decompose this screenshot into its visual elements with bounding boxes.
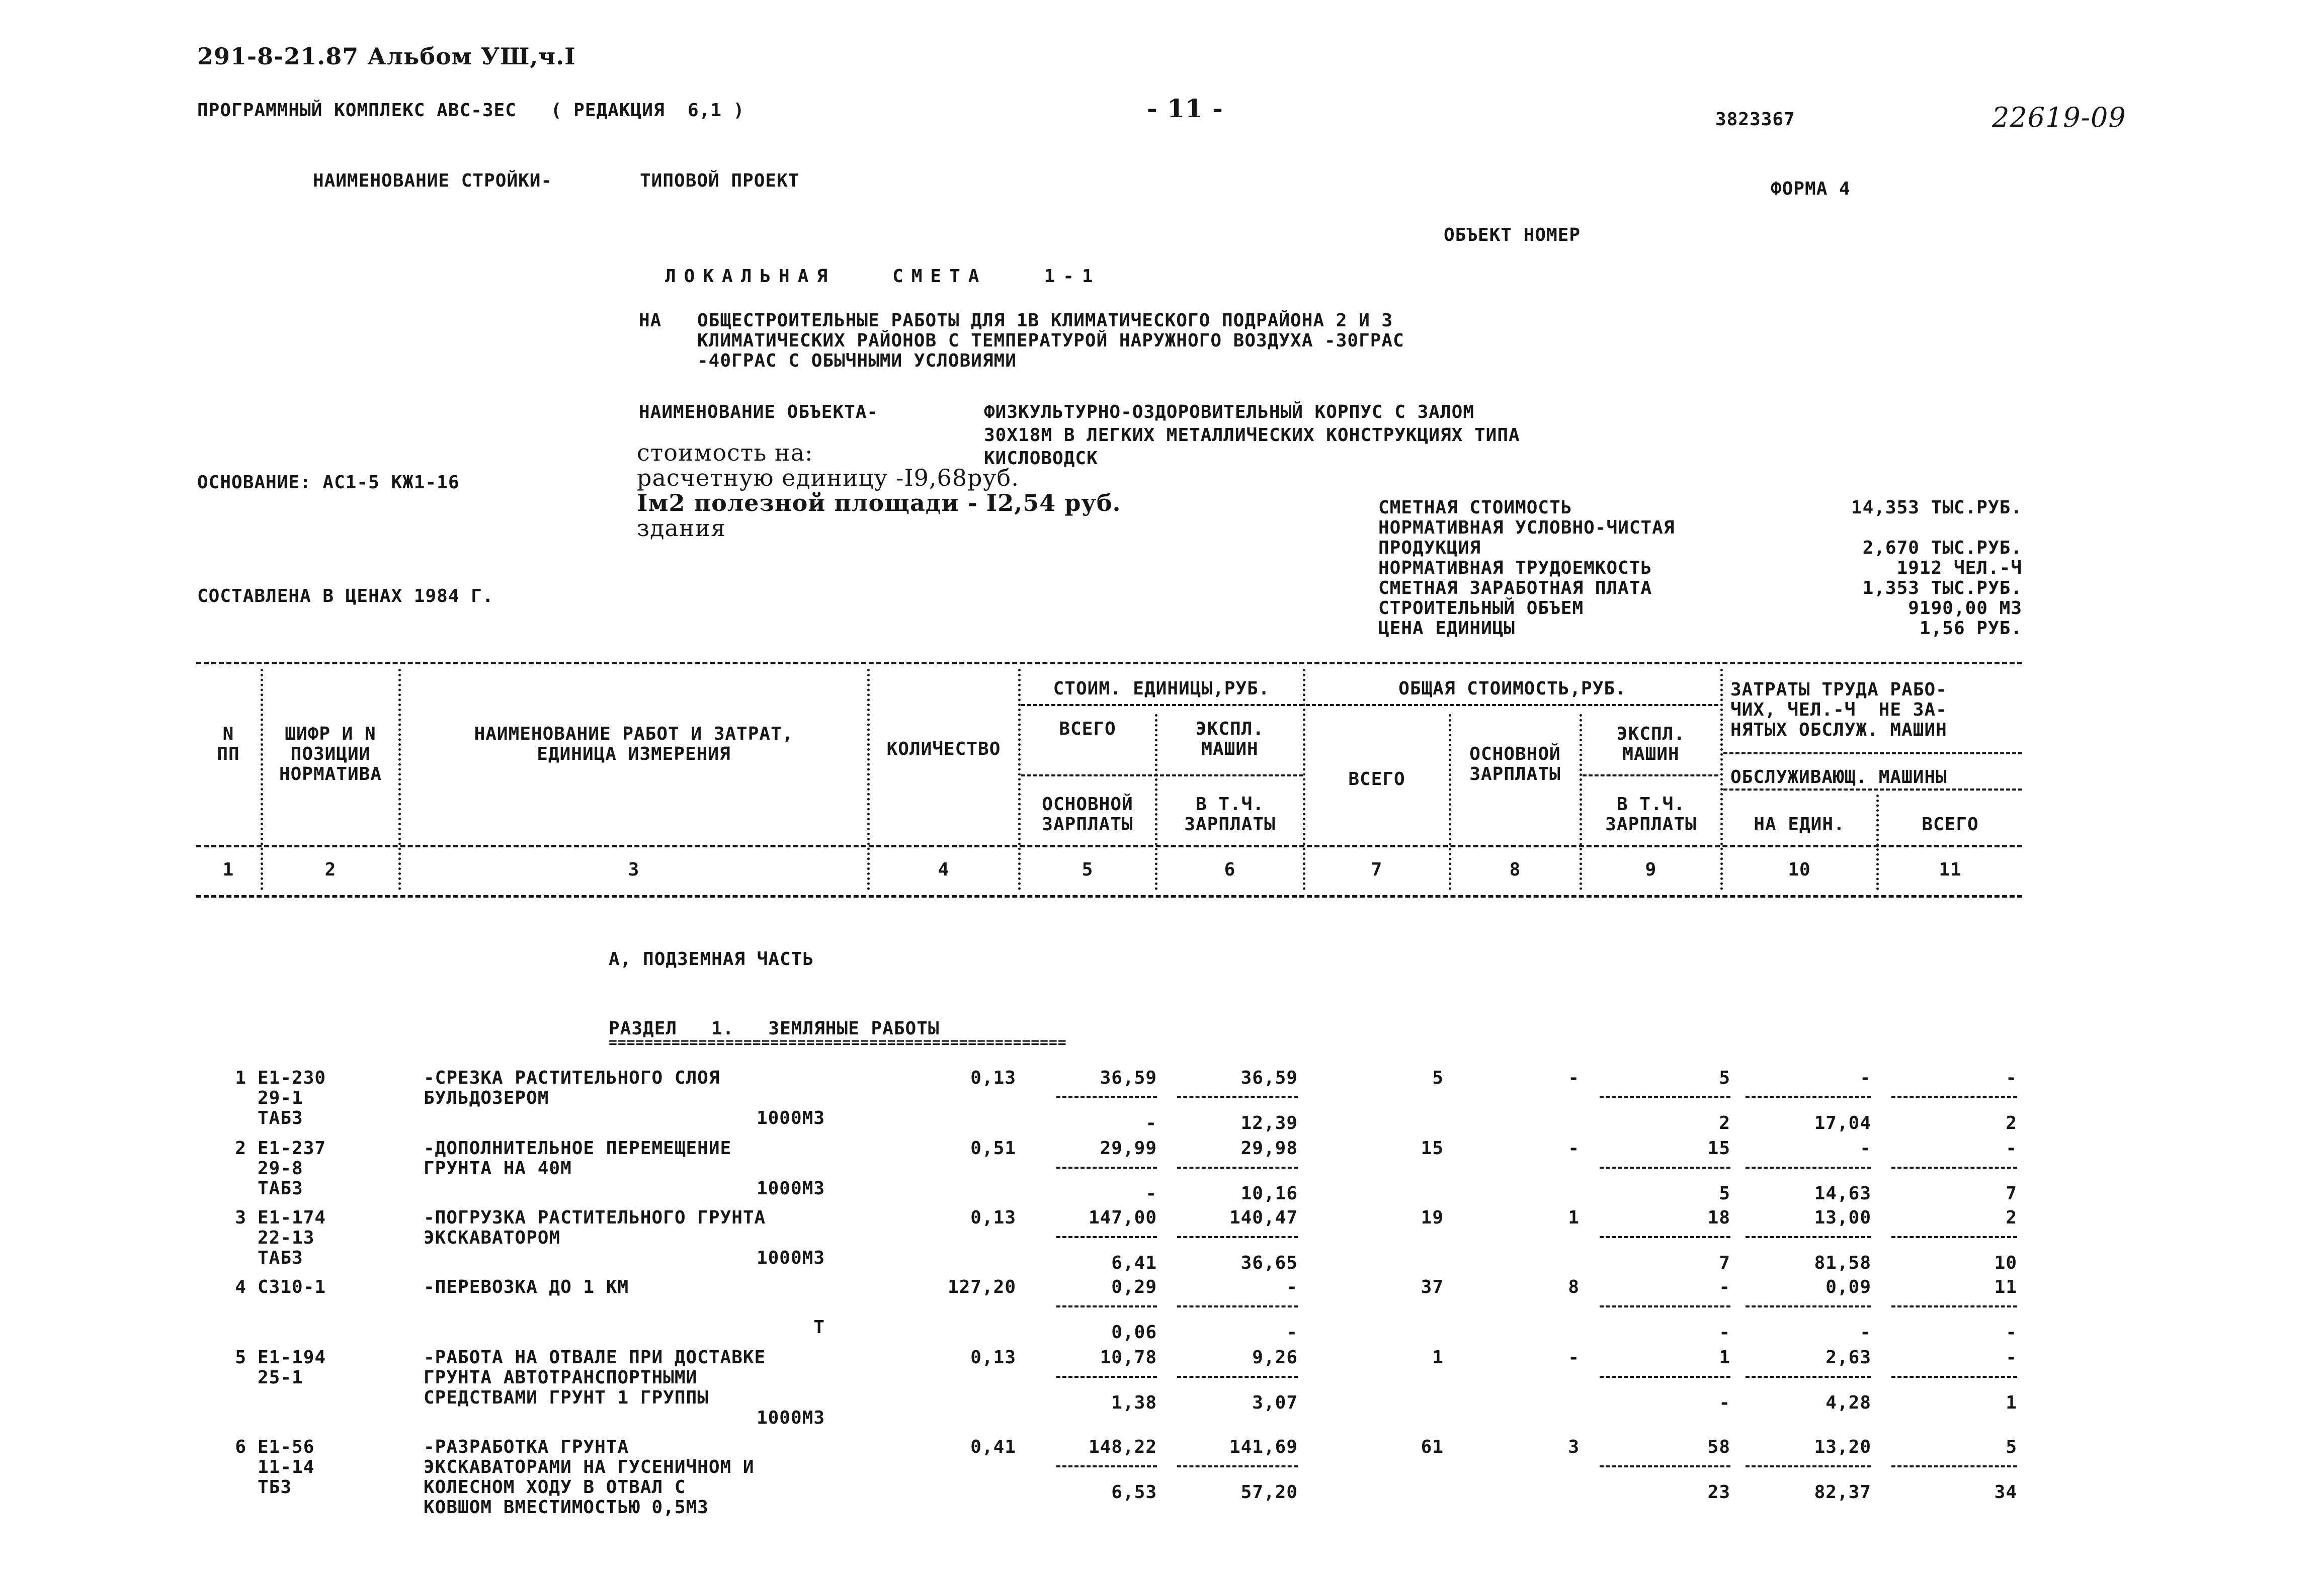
col-name-header: НАИМЕНОВАНИЕ РАБОТ И ЗАТРАТ, xyxy=(474,724,794,744)
labor-sub-header: ОБСЛУЖИВАЮЩ. МАШИНЫ xyxy=(1730,767,1947,788)
row-quantity: 0,13 xyxy=(970,1207,1016,1228)
row-quantity: 0,13 xyxy=(970,1347,1016,1368)
column-separator xyxy=(398,669,401,890)
object-number-label: ОБЪЕКТ НОМЕР xyxy=(1444,225,1581,245)
row-total-machine: 15 xyxy=(1707,1138,1730,1159)
total-incl-header: В Т.Ч. xyxy=(1616,794,1686,815)
row-labor-unit: - xyxy=(1860,1138,1871,1159)
row-total-machine: - xyxy=(1719,1277,1730,1297)
row-total-machine: 58 xyxy=(1707,1437,1730,1457)
row-unit-wage: 0,06 xyxy=(1111,1322,1157,1343)
row-total: 37 xyxy=(1421,1277,1444,1297)
row-name: -СРЕЗКА РАСТИТЕЛЬНОГО СЛОЯ xyxy=(424,1068,720,1088)
row-name: ЭКСКАВАТОРОМ xyxy=(424,1228,561,1248)
row-quantity: 127,20 xyxy=(947,1277,1016,1297)
cell-divider xyxy=(1600,1167,1730,1169)
description-line: ОБЩЕСТРОИТЕЛЬНЫЕ РАБОТЫ ДЛЯ 1В КЛИМАТИЧЕСКОГО ПОДРАЙОНА 2 И 3 xyxy=(697,310,1393,331)
row-name: -РАЗРАБОТКА ГРУНТА xyxy=(424,1437,629,1457)
row-name: -РАБОТА НА ОТВАЛЕ ПРИ ДОСТАВКЕ xyxy=(424,1347,766,1368)
row-total-incl-wage: 5 xyxy=(1719,1183,1730,1204)
row-unit-total: 0,29 xyxy=(1111,1277,1157,1297)
summary-value: 1,353 ТЫС.РУБ. xyxy=(1862,578,2022,598)
row-unit-wage: 6,53 xyxy=(1111,1482,1157,1503)
row-name: -ПЕРЕВОЗКА ДО 1 КМ xyxy=(424,1277,629,1297)
cell-divider xyxy=(1056,1465,1157,1467)
summary-value: 14,353 ТЫС.РУБ. xyxy=(1851,497,2022,518)
row-labor-unit: 4,28 xyxy=(1825,1392,1871,1413)
build-name: ТИПОВОЙ ПРОЕКТ xyxy=(640,170,800,191)
row-labor-total: 10 xyxy=(1994,1253,2017,1273)
row-labor-unit: 2,63 xyxy=(1825,1347,1871,1368)
row-code: 25-1 xyxy=(258,1367,303,1388)
row-labor-unit: - xyxy=(1860,1322,1871,1343)
row-name: ГРУНТА НА 40М xyxy=(424,1158,572,1179)
cell-divider xyxy=(1891,1096,2017,1098)
prices-year: СОСТАВЛЕНА В ЦЕНАХ 1984 Г. xyxy=(197,586,494,606)
unit-cost-header: СТОИМ. ЕДИНИЦЫ,РУБ. xyxy=(1053,678,1270,699)
row-number: 1 xyxy=(235,1068,246,1088)
row-total-wage: 1 xyxy=(1568,1207,1580,1228)
object-label: НАИМЕНОВАНИЕ ОБЪЕКТА- xyxy=(639,402,879,422)
cell-divider xyxy=(1056,1096,1157,1098)
column-number: 11 xyxy=(1939,859,1962,880)
row-unit-total: 29,99 xyxy=(1100,1138,1157,1159)
cell-divider xyxy=(1891,1236,2017,1238)
column-number: 5 xyxy=(1082,859,1094,880)
row-code: С310-1 xyxy=(258,1277,326,1297)
handwritten-number: 22619-09 xyxy=(1992,102,2126,133)
row-total: 19 xyxy=(1421,1207,1444,1228)
row-code: 29-1 xyxy=(258,1088,303,1108)
row-code: Е1-194 xyxy=(258,1347,326,1368)
row-labor-total: - xyxy=(2006,1068,2017,1088)
row-unit-incl-wage: 57,20 xyxy=(1240,1482,1298,1503)
column-number: 8 xyxy=(1509,859,1521,880)
row-code: 11-14 xyxy=(258,1457,315,1477)
row-total-wage: 8 xyxy=(1568,1277,1580,1297)
row-quantity: 0,41 xyxy=(970,1437,1016,1457)
row-unit-wage: - xyxy=(1145,1183,1157,1204)
row-name: ЭКСКАВАТОРАМИ НА ГУСЕНИЧНОМ И xyxy=(424,1457,755,1477)
cell-divider xyxy=(1056,1376,1157,1378)
cell-divider xyxy=(1891,1465,2017,1467)
row-labor-unit: 13,20 xyxy=(1814,1437,1871,1457)
row-name: -ДОПОЛНИТЕЛЬНОЕ ПЕРЕМЕЩЕНИЕ xyxy=(424,1138,732,1159)
cost-note-line: здания xyxy=(637,514,726,542)
row-number: 5 xyxy=(235,1347,246,1368)
row-total: 1 xyxy=(1432,1347,1444,1368)
cell-divider xyxy=(1056,1236,1157,1238)
document-code: 3823367 xyxy=(1715,109,1795,130)
row-code: ТАБ3 xyxy=(258,1248,303,1268)
row-unit-total: 36,59 xyxy=(1100,1068,1157,1088)
row-number: 6 xyxy=(235,1437,246,1457)
column-number: 6 xyxy=(1224,859,1236,880)
row-code: Е1-230 xyxy=(258,1068,326,1088)
header-inner-rule xyxy=(1723,752,2022,754)
row-total-machine: 18 xyxy=(1707,1207,1730,1228)
row-total: 5 xyxy=(1432,1068,1444,1088)
labor-total-header: ВСЕГО xyxy=(1922,814,1979,835)
row-unit-total: 148,22 xyxy=(1088,1437,1157,1457)
unit-wage-header: ЗАРПЛАТЫ xyxy=(1042,814,1133,835)
labor-header: ЗАТРАТЫ ТРУДА РАБО- xyxy=(1730,679,1947,700)
total-incl-header: ЗАРПЛАТЫ xyxy=(1605,814,1697,835)
row-labor-unit: - xyxy=(1860,1068,1871,1088)
col-code-header: ПОЗИЦИИ xyxy=(290,744,371,764)
row-unit-machine: 141,69 xyxy=(1229,1437,1298,1457)
header-inner-rule xyxy=(1021,774,1303,776)
labor-header: НЯТЫХ ОБСЛУЖ. МАШИН xyxy=(1730,720,1947,740)
row-unit-wage: 6,41 xyxy=(1111,1253,1157,1273)
row-total-incl-wage: 7 xyxy=(1719,1253,1730,1273)
cell-divider xyxy=(1056,1305,1157,1307)
col-name-header: ЕДИНИЦА ИЗМЕРЕНИЯ xyxy=(537,744,731,764)
row-code: ТАБ3 xyxy=(258,1108,303,1128)
header-inner-rule xyxy=(1723,789,2022,791)
row-code: ТАБ3 xyxy=(258,1178,303,1199)
row-code: Е1-56 xyxy=(258,1437,315,1457)
column-separator xyxy=(867,669,870,890)
cell-divider xyxy=(1177,1376,1298,1378)
row-labor-total: - xyxy=(2006,1322,2017,1343)
summary-label: ПРОДУКЦИЯ xyxy=(1378,538,1481,558)
basis: ОСНОВАНИЕ: АС1-5 КЖ1-16 xyxy=(197,472,460,493)
row-labor-total: 2 xyxy=(2006,1113,2017,1133)
row-unit-total: 10,78 xyxy=(1100,1347,1157,1368)
row-unit-total: 147,00 xyxy=(1088,1207,1157,1228)
cell-divider xyxy=(1891,1167,2017,1169)
object-line: 30Х18М В ЛЕГКИХ МЕТАЛЛИЧЕСКИХ КОНСТРУКЦИЯХ ТИПА xyxy=(984,425,1520,446)
cell-divider xyxy=(1177,1465,1298,1467)
cost-note-line: Iм2 полезной площади - I2,54 руб. xyxy=(637,489,1121,516)
row-name: БУЛЬДОЗЕРОМ xyxy=(424,1088,549,1108)
cell-divider xyxy=(1600,1465,1730,1467)
row-total-machine: 5 xyxy=(1719,1068,1730,1088)
row-total-incl-wage: - xyxy=(1719,1322,1730,1343)
cell-divider xyxy=(1600,1096,1730,1098)
row-labor-total: 11 xyxy=(1994,1277,2017,1297)
unit-mach-header: МАШИН xyxy=(1201,739,1259,759)
cost-note-line: стоимость на: xyxy=(637,439,813,466)
column-number: 7 xyxy=(1371,859,1383,880)
summary-label: НОРМАТИВНАЯ ТРУДОЕМКОСТЬ xyxy=(1378,558,1652,578)
column-number: 10 xyxy=(1788,859,1811,880)
row-total-wage: 3 xyxy=(1568,1437,1580,1457)
row-total-incl-wage: - xyxy=(1719,1392,1730,1413)
cell-divider xyxy=(1600,1236,1730,1238)
row-unit: 1000М3 xyxy=(756,1108,825,1128)
total-wage-header: ОСНОВНОЙ xyxy=(1469,744,1561,764)
header-inner-rule xyxy=(1583,774,1718,776)
labor-header: ЧИХ, ЧЕЛ.-Ч НЕ ЗА- xyxy=(1730,699,1947,720)
row-total-incl-wage: 2 xyxy=(1719,1113,1730,1133)
unit-mach-header: ЭКСПЛ. xyxy=(1195,719,1265,739)
row-unit-wage: - xyxy=(1145,1113,1157,1133)
row-total: 15 xyxy=(1421,1138,1444,1159)
unit-incl-header: В Т.Ч. xyxy=(1195,794,1265,815)
col-code-header: ШИФР И N xyxy=(285,724,376,744)
page-number: - 11 - xyxy=(1147,94,1223,123)
cell-divider xyxy=(1177,1167,1298,1169)
summary-label: СМЕТНАЯ СТОИМОСТЬ xyxy=(1378,497,1572,518)
row-labor-total: 2 xyxy=(2006,1207,2017,1228)
row-labor-unit: 13,00 xyxy=(1814,1207,1871,1228)
row-unit: 1000М3 xyxy=(756,1178,825,1199)
col-code-header: НОРМАТИВА xyxy=(279,764,382,784)
form-label: ФОРМА 4 xyxy=(1771,179,1851,199)
cell-divider xyxy=(1056,1167,1157,1169)
row-unit-incl-wage: 12,39 xyxy=(1240,1113,1298,1133)
row-code: Е1-174 xyxy=(258,1207,326,1228)
unit-wage-header: ОСНОВНОЙ xyxy=(1042,794,1133,815)
row-labor-total: - xyxy=(2006,1138,2017,1159)
cell-divider xyxy=(1746,1376,1871,1378)
row-unit-machine: 140,47 xyxy=(1229,1207,1298,1228)
column-number: 9 xyxy=(1645,859,1657,880)
description-line: -40ГРАС С ОБЫЧНЫМИ УСЛОВИЯМИ xyxy=(697,351,1017,371)
summary-label: НОРМАТИВНАЯ УСЛОВНО-ЧИСТАЯ xyxy=(1378,517,1675,538)
row-total-wage: - xyxy=(1568,1068,1580,1088)
total-mach-header: МАШИН xyxy=(1622,744,1680,764)
col-number-header: ПП xyxy=(217,744,240,764)
cell-divider xyxy=(1746,1096,1871,1098)
cell-divider xyxy=(1177,1236,1298,1238)
column-separator xyxy=(1720,669,1723,890)
object-line: ФИЗКУЛЬТУРНО-ОЗДОРОВИТЕЛЬНЫЙ КОРПУС С ЗАЛОМ xyxy=(984,402,1474,422)
column-number: 2 xyxy=(324,859,337,880)
col-number-header: N xyxy=(222,724,234,744)
row-unit: 1000М3 xyxy=(756,1248,825,1268)
summary-label: СМЕТНАЯ ЗАРАБОТНАЯ ПЛАТА xyxy=(1378,578,1652,598)
total-cost-header: ОБЩАЯ СТОИМОСТЬ,РУБ. xyxy=(1398,678,1627,699)
column-number: 3 xyxy=(628,859,640,880)
row-code: 29-8 xyxy=(258,1158,303,1179)
row-code: ТБ3 xyxy=(258,1477,292,1498)
labor-unit-header: НА ЕДИН. xyxy=(1754,814,1845,835)
row-unit-machine: 29,98 xyxy=(1240,1138,1298,1159)
album-reference: 291-8-21.87 Альбом УШ,ч.I xyxy=(197,43,576,70)
build-name-label: НАИМЕНОВАНИЕ СТРОЙКИ- xyxy=(313,170,553,191)
header-inner-rule xyxy=(1306,704,1718,706)
header-inner-rule xyxy=(1021,704,1303,706)
description-prefix: НА xyxy=(639,310,662,331)
header-rule xyxy=(196,845,2022,847)
cell-divider xyxy=(1891,1305,2017,1307)
row-total-wage: - xyxy=(1568,1347,1580,1368)
row-name: КОЛЕСНОМ ХОДУ В ОТВАЛ С xyxy=(424,1477,686,1498)
cell-divider xyxy=(1600,1305,1730,1307)
row-number: 4 xyxy=(235,1277,246,1297)
summary-value: 1,56 РУБ. xyxy=(1919,618,2022,639)
cell-divider xyxy=(1600,1376,1730,1378)
row-labor-total: - xyxy=(2006,1347,2017,1368)
section-title: РАЗДЕЛ 1. ЗЕМЛЯНЫЕ РАБОТЫ xyxy=(609,1018,940,1039)
row-labor-unit: 17,04 xyxy=(1814,1113,1871,1133)
summary-value: 9190,00 М3 xyxy=(1908,598,2022,619)
row-unit-machine: 9,26 xyxy=(1252,1347,1298,1368)
object-line: КИСЛОВОДСК xyxy=(984,448,1098,469)
row-quantity: 0,51 xyxy=(970,1138,1016,1159)
row-total-machine: 1 xyxy=(1719,1347,1730,1368)
column-number: 1 xyxy=(222,859,234,880)
summary-label: ЦЕНА ЕДИНИЦЫ xyxy=(1378,618,1516,639)
description-line: КЛИМАТИЧЕСКИХ РАЙОНОВ С ТЕМПЕРАТУРОЙ НАРУЖНОГО ВОЗДУХА -30ГРАС xyxy=(697,330,1404,351)
row-unit: 1000М3 xyxy=(756,1408,825,1428)
summary-value: 2,670 ТЫС.РУБ. xyxy=(1862,538,2022,558)
table-top-rule xyxy=(196,662,2022,664)
row-labor-unit: 82,37 xyxy=(1814,1482,1871,1503)
part-title: А, ПОДЗЕМНАЯ ЧАСТЬ xyxy=(609,949,814,970)
row-unit-incl-wage: 10,16 xyxy=(1240,1183,1298,1204)
row-labor-unit: 81,58 xyxy=(1814,1253,1871,1273)
total-all-header: ВСЕГО xyxy=(1348,769,1405,790)
row-total-wage: - xyxy=(1568,1138,1580,1159)
row-unit-incl-wage: - xyxy=(1286,1322,1298,1343)
row-unit-machine: - xyxy=(1286,1277,1298,1297)
row-code: Е1-237 xyxy=(258,1138,326,1159)
row-quantity: 0,13 xyxy=(970,1068,1016,1088)
column-number: 4 xyxy=(938,859,950,880)
header-bottom-rule xyxy=(196,895,2022,898)
col-quantity-header: КОЛИЧЕСТВО xyxy=(886,739,1001,759)
program-name: ПРОГРАММНЫЙ КОМПЛЕКС АВС-3ЕС ( РЕДАКЦИЯ 6,1 ) xyxy=(197,100,745,121)
row-labor-total: 34 xyxy=(1994,1482,2017,1503)
cell-divider xyxy=(1746,1167,1871,1169)
cell-divider xyxy=(1746,1465,1871,1467)
row-unit-wage: 1,38 xyxy=(1111,1392,1157,1413)
row-code: 22-13 xyxy=(258,1228,315,1248)
cell-divider xyxy=(1746,1305,1871,1307)
row-number: 2 xyxy=(235,1138,246,1159)
row-unit-incl-wage: 3,07 xyxy=(1252,1392,1298,1413)
unit-incl-header: ЗАРПЛАТЫ xyxy=(1184,814,1276,835)
row-unit-machine: 36,59 xyxy=(1240,1068,1298,1088)
row-unit: Т xyxy=(813,1317,825,1338)
row-name: КОВШОМ ВМЕСТИМОСТЬЮ 0,5М3 xyxy=(424,1497,709,1518)
cost-note-line: расчетную единицу -I9,68руб. xyxy=(637,464,1019,491)
unit-all-header: ВСЕГО xyxy=(1059,719,1116,739)
summary-block xyxy=(1378,498,2022,659)
row-total-incl-wage: 23 xyxy=(1707,1482,1730,1503)
row-total: 61 xyxy=(1421,1437,1444,1457)
cell-divider xyxy=(1891,1376,2017,1378)
estimate-title: ЛОКАЛЬНАЯ СМЕТА 1-1 xyxy=(665,266,1101,287)
row-labor-unit: 0,09 xyxy=(1825,1277,1871,1297)
column-separator xyxy=(1018,669,1021,890)
row-name: -ПОГРУЗКА РАСТИТЕЛЬНОГО ГРУНТА xyxy=(424,1207,766,1228)
row-unit-incl-wage: 36,65 xyxy=(1240,1253,1298,1273)
section-underline: =================================================== xyxy=(609,1034,1067,1051)
cell-divider xyxy=(1746,1236,1871,1238)
cell-divider xyxy=(1177,1305,1298,1307)
row-labor-total: 7 xyxy=(2006,1183,2017,1204)
row-labor-unit: 14,63 xyxy=(1814,1183,1871,1204)
summary-label: СТРОИТЕЛЬНЫЙ ОБЪЕМ xyxy=(1378,598,1584,619)
summary-value: 1912 ЧЕЛ.-Ч xyxy=(1896,558,2022,578)
row-labor-total: 5 xyxy=(2006,1437,2017,1457)
row-name: ГРУНТА АВТОТРАНСПОРТНЫМИ xyxy=(424,1367,698,1388)
cell-divider xyxy=(1177,1096,1298,1098)
row-name: СРЕДСТВАМИ ГРУНТ 1 ГРУППЫ xyxy=(424,1387,709,1408)
total-wage-header: ЗАРПЛАТЫ xyxy=(1469,764,1561,784)
row-labor-total: 1 xyxy=(2006,1392,2017,1413)
total-mach-header: ЭКСПЛ. xyxy=(1616,724,1686,744)
row-number: 3 xyxy=(235,1207,246,1228)
